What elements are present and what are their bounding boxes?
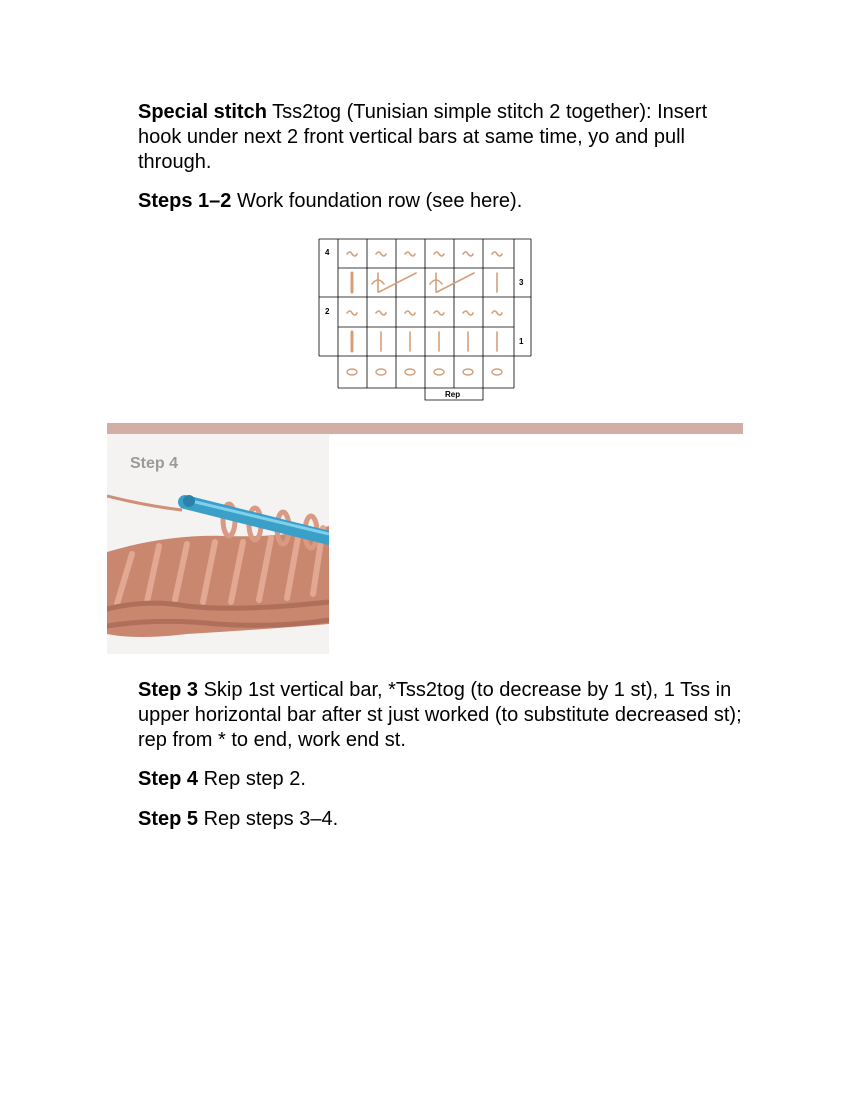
return-pass-symbol <box>463 252 473 256</box>
row-label-4: 4 <box>325 248 330 257</box>
chain-symbol <box>376 369 386 375</box>
return-pass-symbol <box>492 311 502 315</box>
chain-symbol <box>405 369 415 375</box>
step-3-label: Step 3 <box>138 679 199 701</box>
chain-symbol <box>492 369 502 375</box>
return-pass-symbol <box>405 252 415 256</box>
step-5-label: Step 5 <box>138 808 199 830</box>
chain-symbol <box>347 369 357 375</box>
step-3-text: Skip 1st vertical bar, *Tss2tog (to decrease by 1 st), 1 Tss in upper horizontal bar after st just worked (to substitute decreased st); rep from * to end, work end st. <box>138 679 742 751</box>
special-stitch-paragraph <box>138 100 748 175</box>
return-pass-symbol <box>492 252 502 256</box>
rep-label: Rep <box>445 390 461 399</box>
return-pass-symbol <box>434 252 444 256</box>
section-divider <box>107 423 743 434</box>
step-5-text: Rep steps 3–4. <box>198 808 339 830</box>
step-4-label: Step 4 <box>138 768 199 790</box>
steps-1-2-label: Steps 1–2 <box>138 190 232 212</box>
step-3-paragraph <box>138 678 748 753</box>
return-pass-symbol <box>463 311 473 315</box>
return-pass-symbol <box>347 252 357 256</box>
photo-caption: Step 4 <box>130 455 179 472</box>
row-label-2: 2 <box>325 307 330 316</box>
row-label-1: 1 <box>519 337 524 346</box>
return-pass-symbol <box>376 311 386 315</box>
return-pass-symbol <box>347 311 357 315</box>
special-stitch-text: Tss2tog (Tunisian simple stitch 2 together): Insert hook under next 2 front vertical bars at same time, yo and pull through. <box>138 101 708 173</box>
step-5-paragraph <box>138 807 748 832</box>
return-pass-symbol <box>376 252 386 256</box>
step-4-text: Rep step 2. <box>198 768 306 790</box>
stitch-chart <box>316 236 536 404</box>
return-pass-symbol <box>434 311 444 315</box>
special-stitch-label: Special stitch <box>138 101 267 123</box>
chain-symbol <box>463 369 473 375</box>
step-4-photo <box>107 434 329 654</box>
step-4-paragraph <box>138 767 748 792</box>
tss2tog-symbol <box>372 273 416 292</box>
row-label-3: 3 <box>519 278 524 287</box>
return-pass-symbol <box>405 311 415 315</box>
steps-1-2-text: Work foundation row (see here). <box>231 190 523 212</box>
chain-symbol <box>434 369 444 375</box>
tss2tog-symbol <box>430 273 474 292</box>
steps-1-2-paragraph <box>138 189 748 214</box>
